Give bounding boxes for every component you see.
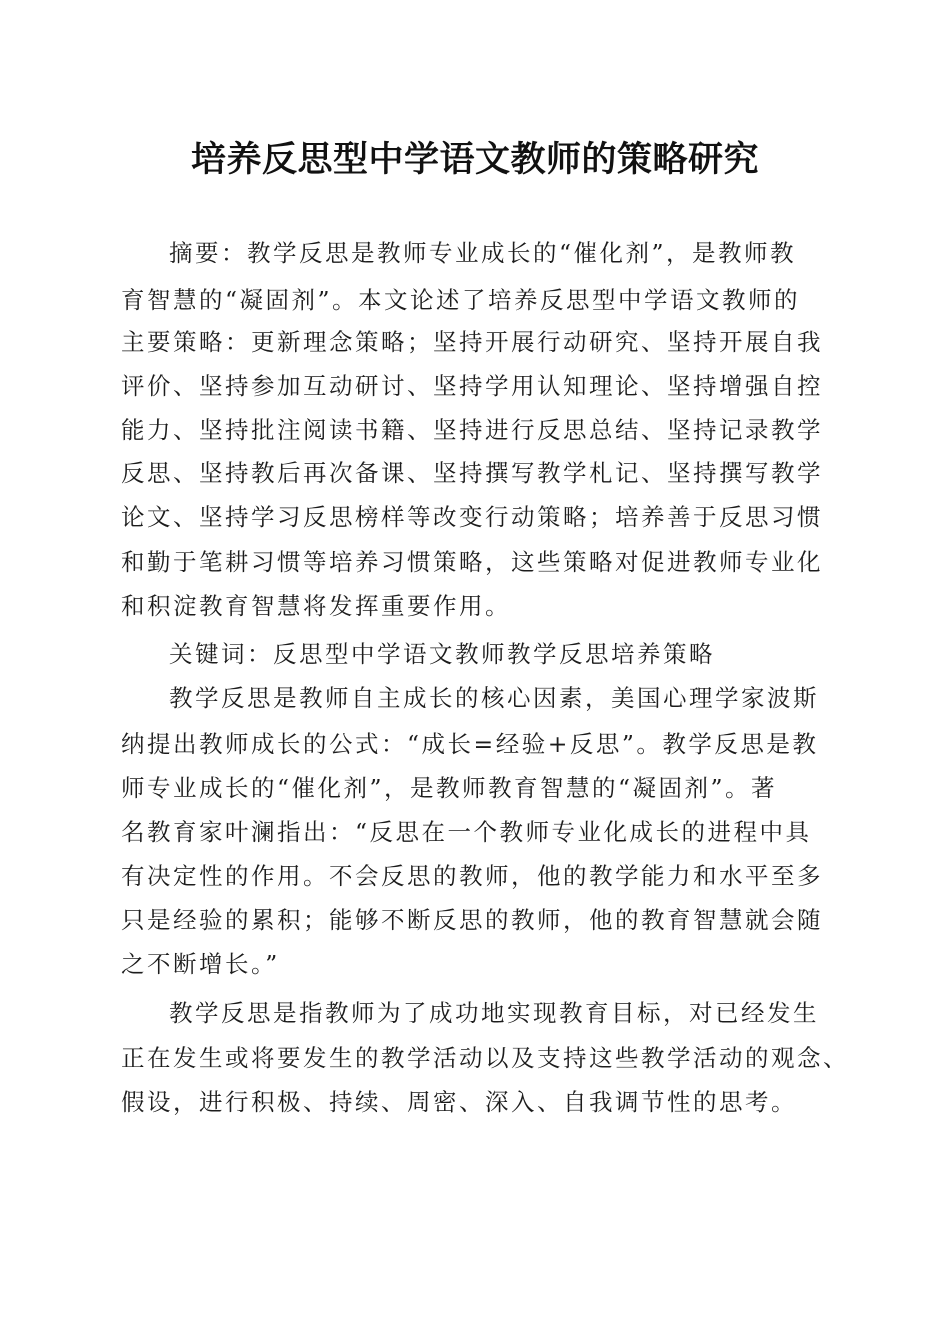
keywords-line: 关键词：反思型中学语文教师教学反思培养策略 <box>169 640 715 668</box>
paragraph-line: 名教育家叶澜指出：“反思在一个教师专业化成长的进程中具 <box>121 818 812 846</box>
paragraph-line: 之不断增长。” <box>121 950 280 978</box>
paragraph-line: 假设，进行积极、持续、周密、深入、自我调节性的思考。 <box>121 1088 797 1116</box>
abstract-line: 论文、坚持学习反思榜样等改变行动策略；培养善于反思习惯 <box>121 503 823 531</box>
abstract-line: 和积淀教育智慧将发挥重要作用。 <box>121 592 511 620</box>
abstract-line: 反思、坚持教后再次备课、坚持撰写教学札记、坚持撰写教学 <box>121 459 823 487</box>
paragraph-line: 教学反思是指教师为了成功地实现教育目标，对已经发生 <box>169 999 819 1027</box>
abstract-line: 评价、坚持参加互动研讨、坚持学用认知理论、坚持增强自控 <box>121 372 823 400</box>
paragraph-line: 教学反思是教师自主成长的核心因素，美国心理学家波斯 <box>169 684 819 712</box>
abstract-line: 和勤于笔耕习惯等培养习惯策略，这些策略对促进教师专业化 <box>121 548 823 576</box>
abstract-line: 能力、坚持批注阅读书籍、坚持进行反思总结、坚持记录教学 <box>121 416 823 444</box>
paragraph-line: 有决定性的作用。不会反思的教师，他的教学能力和水平至多 <box>121 862 823 890</box>
paragraph-line: 师专业成长的“催化剂”，是教师教育智慧的“凝固剂”。著 <box>121 774 778 802</box>
abstract-line: 主要策略：更新理念策略；坚持开展行动研究、坚持开展自我 <box>121 328 823 356</box>
paragraph-line: 正在发生或将要发生的教学活动以及支持这些教学活动的观念、 <box>121 1044 849 1072</box>
paragraph-line: 纳提出教师成长的公式：“成长=经验+反思”。教学反思是教 <box>121 730 819 758</box>
abstract-line: 育智慧的“凝固剂”。本文论述了培养反思型中学语文教师的 <box>121 286 801 314</box>
abstract-line: 摘要：教学反思是教师专业成长的“催化剂”，是教师教 <box>169 239 797 267</box>
paragraph-line: 只是经验的累积；能够不断反思的教师，他的教育智慧就会随 <box>121 906 823 934</box>
document-title: 培养反思型中学语文教师的策略研究 <box>190 139 759 180</box>
